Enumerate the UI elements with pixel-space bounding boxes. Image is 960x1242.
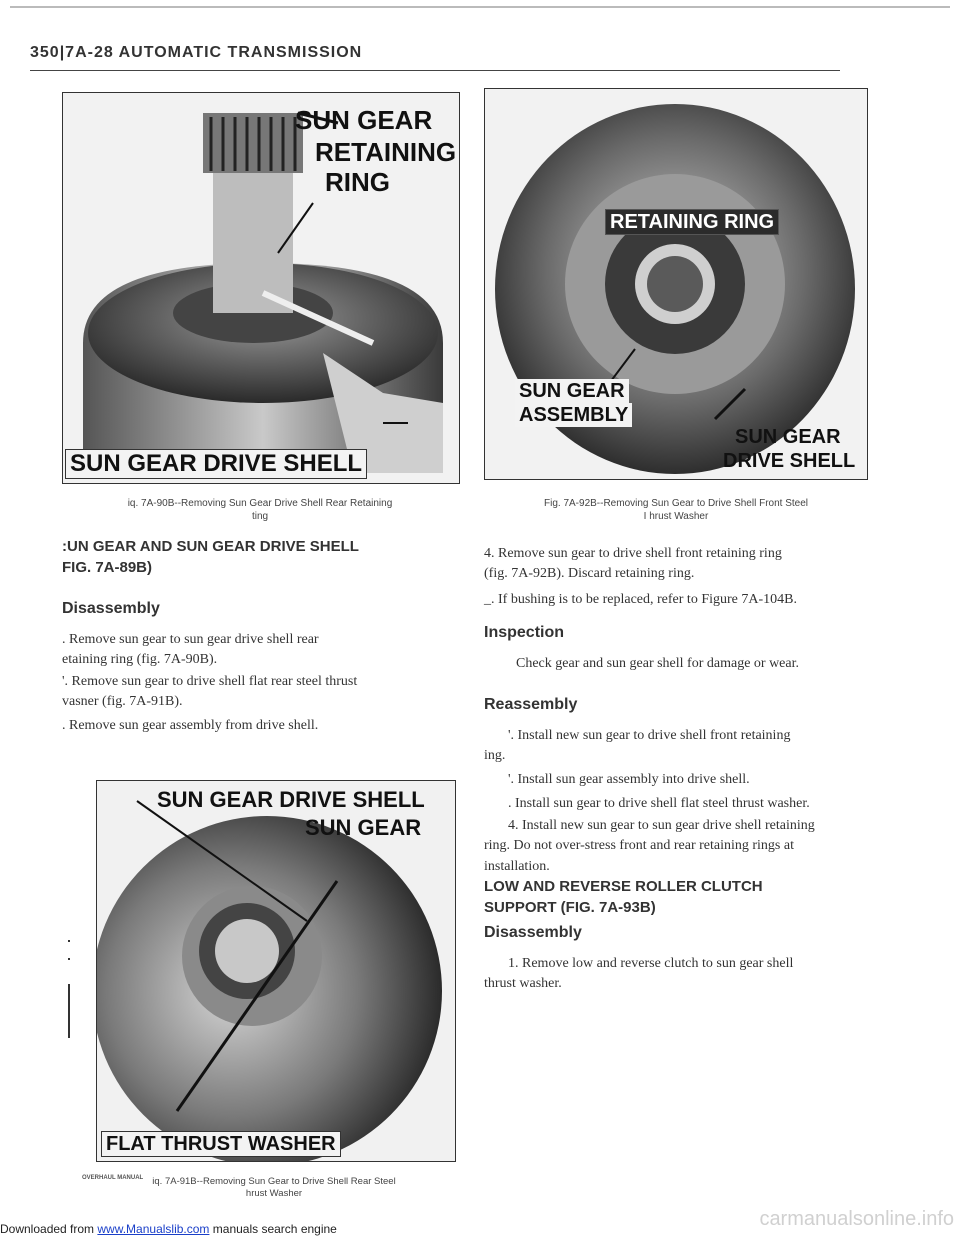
page-title: 350|7A-28 AUTOMATIC TRANSMISSION [30, 44, 363, 61]
reassembly-step-2: '. Install sun gear assembly into drive shell. [508, 772, 750, 787]
label-assembly: ASSEMBLY [515, 403, 632, 427]
label-sun-gear-92b-right: SUN GEAR [735, 426, 841, 448]
overhaul-manual-label: OVERHAUL MANUAL [82, 1175, 144, 1181]
footer-prefix: Downloaded from [0, 1222, 98, 1236]
label-retaining: RETAINING [315, 137, 457, 167]
step-remove-retaining-ring: 4. Remove sun gear to drive shell front retaining ring (fig. 7A-92B). Discard retaining ring. [484, 546, 782, 582]
label-sun-gear: SUN GEAR [295, 105, 433, 135]
figure-90b-photo [62, 92, 460, 484]
manualslib-link[interactable]: www.Manualslib.com [97, 1222, 210, 1236]
figure-92b-photo [484, 88, 868, 480]
reassembly-step-1: '. Install new sun gear to drive shell front retaining ing. [484, 728, 791, 764]
section-heading-sun-gear: :UN GEAR AND SUN GEAR DRIVE SHELL FIG. 7A-89B) [62, 538, 359, 576]
reassembly-heading: Reassembly [484, 696, 578, 713]
reassembly-step-3: . Install sun gear to drive shell flat steel thrust washer. [508, 796, 810, 811]
label-sun-gear-92b: SUN GEAR [515, 379, 629, 403]
disassembly-heading-2: Disassembly [484, 924, 582, 941]
watermark: carmanualsonline.info [759, 1208, 954, 1230]
figure-91b-photo [96, 780, 456, 1162]
page-header [30, 44, 840, 71]
label-drive-shell: DRIVE SHELL [723, 450, 856, 472]
label-retaining-ring: RETAINING RING [605, 209, 779, 235]
step-bushing: _. If bushing is to be replaced, refer to Figure 7A-104B. [484, 592, 797, 607]
step-disassembly-3: . Remove sun gear assembly from drive shell. [62, 718, 319, 733]
disassembly-step-1-right: 1. Remove low and reverse clutch to sun gear shell thrust washer. [484, 956, 794, 992]
label-sun-gear-drive-shell: SUN GEAR DRIVE SHELL [65, 449, 367, 479]
label-flat-thrust-washer: FLAT THRUST WASHER [101, 1131, 341, 1157]
step-disassembly-1: . Remove sun gear to sun gear drive shell rear etaining ring (fig. 7A-90B). [62, 632, 319, 668]
section-heading-low-reverse: LOW AND REVERSE ROLLER CLUTCH SUPPORT (FIG. 7A-93B) [484, 878, 763, 916]
download-footer [0, 1222, 337, 1236]
figure-90b-caption: iq. 7A-90B--Removing Sun Gear Drive Shell Rear Retaining ting [127, 498, 393, 522]
inspection-text: Check gear and sun gear shell for damage or wear. [516, 656, 799, 671]
label-sun-gear-91b: SUN GEAR [305, 815, 422, 840]
margin-marks [68, 940, 71, 1038]
step-disassembly-2: '. Remove sun gear to drive shell flat rear steel thrust vasner (fig. 7A-91B). [62, 674, 358, 710]
footer-suffix: manuals search engine [209, 1222, 337, 1236]
figure-92b-caption: Fig. 7A-92B--Removing Sun Gear to Drive Shell Front Steel I hrust Washer [544, 498, 808, 522]
figure-91b-caption: iq. 7A-91B--Removing Sun Gear to Drive Shell Rear Steel hrust Washer [152, 1176, 396, 1199]
label-sun-gear-drive-shell-91b: SUN GEAR DRIVE SHELL [157, 787, 425, 812]
reassembly-step-4: 4. Install new sun gear to sun gear drive shell retaining ring. Do not over-stress front and rear retaining rings at installation. [484, 818, 815, 874]
subheading-disassembly: Disassembly [62, 600, 160, 617]
inspection-heading: Inspection [484, 624, 565, 641]
top-rule [10, 6, 950, 8]
label-ring: RING [325, 167, 390, 197]
